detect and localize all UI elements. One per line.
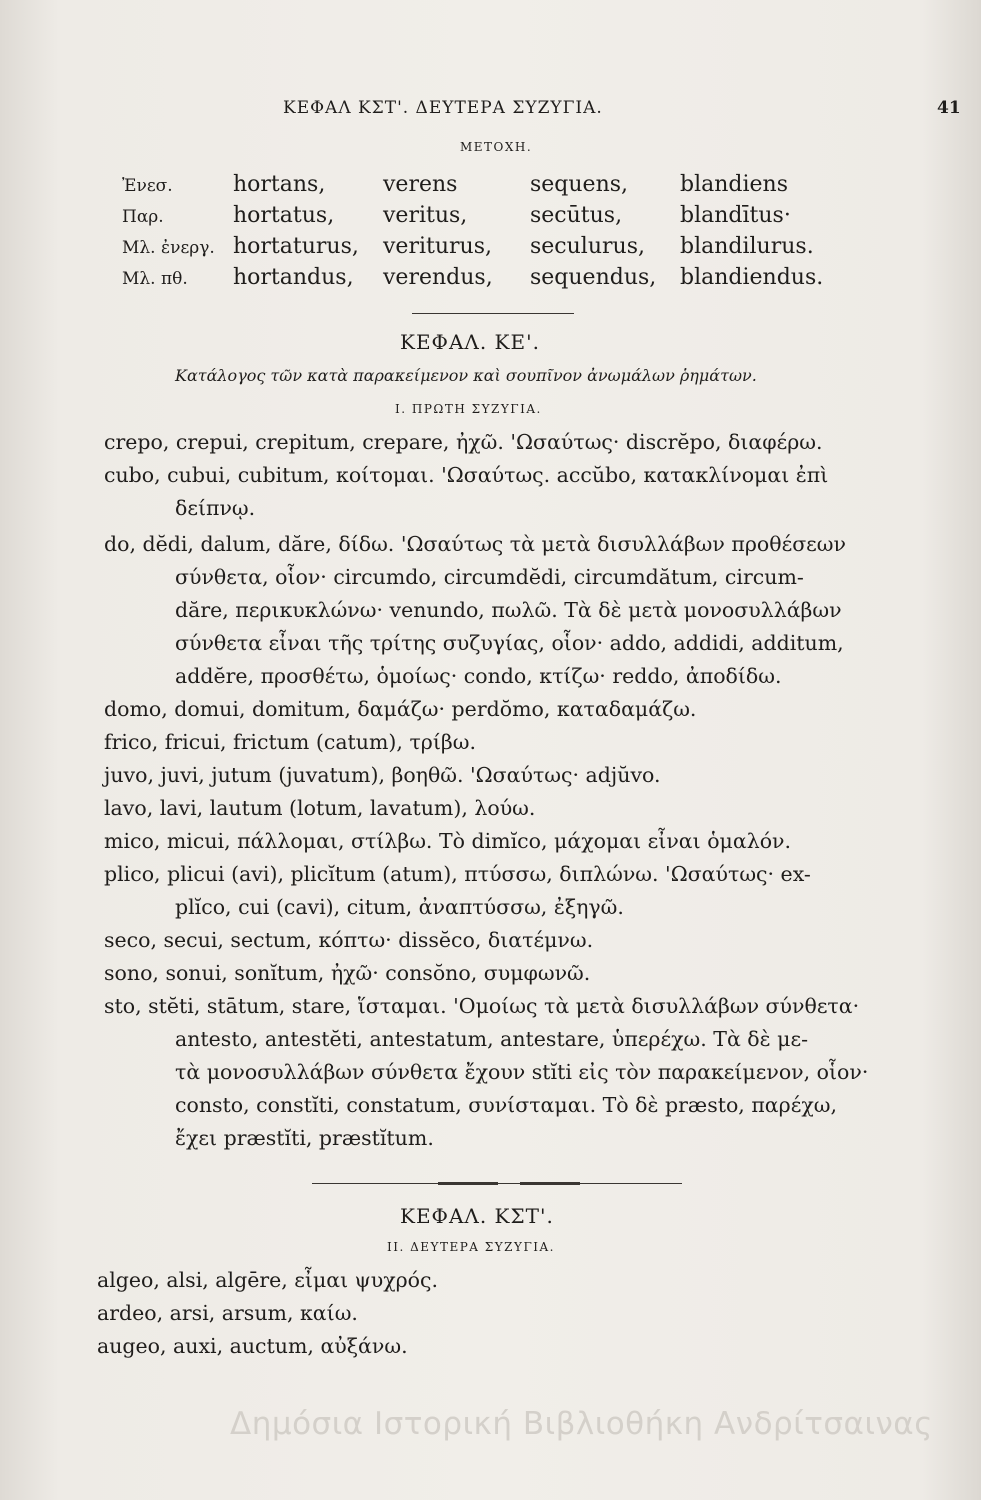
- table-cell: veriturus,: [383, 234, 492, 259]
- table-cell: seculurus,: [530, 234, 645, 259]
- text-line: juvo, juvi, jutum (juvatum), βοηθῶ. 'Ωσαύτως· adjŭvo.: [104, 763, 661, 787]
- row-label: Ἐνεσ.: [122, 176, 173, 196]
- table-cell: blandītus·: [680, 203, 791, 228]
- table-cell: sequens,: [530, 172, 629, 197]
- ornament-left: [438, 1182, 498, 1185]
- text-line: sono, sonui, sonĭtum, ἠχῶ· consŏno, συμφωνῶ.: [104, 961, 591, 985]
- text-line: addĕre, προσθέτω, ὁμοίως· condo, κτίζω· reddo, ἀποδίδω.: [175, 664, 782, 688]
- row-label: Παρ.: [122, 207, 164, 227]
- table-cell: hortandus,: [233, 265, 354, 290]
- text-line: mico, micui, πάλλομαι, στίλβω. Τὸ dimĭco, μάχομαι εἶναι ὁμαλόν.: [104, 829, 792, 853]
- text-line: frico, fricui, frictum (catum), τρίβω.: [104, 730, 476, 754]
- text-line: algeo, alsi, algēre, εἶμαι ψυχρός.: [97, 1268, 439, 1292]
- table-cell: verendus,: [383, 265, 493, 290]
- section-title-participle: ΜΕΤΟΧΗ.: [460, 140, 533, 154]
- row-label: Μλ. ἐνεργ.: [122, 238, 215, 258]
- text-line: augeo, auxi, auctum, αὐξάνω.: [97, 1334, 408, 1358]
- chapter-heading: ΚΕΦΑΛ. ΚΣΤ'.: [400, 1204, 554, 1228]
- table-cell: blandiens: [680, 172, 789, 197]
- table-cell: hortans,: [233, 172, 326, 197]
- table-cell: sequendus,: [530, 265, 657, 290]
- text-line: σύνθετα, οἷον· circumdo, circumdĕdi, circumdătum, circum-: [175, 565, 804, 589]
- table-cell: veritus,: [383, 203, 468, 228]
- running-head: ΚΕΦΑΛ ΚΣΤ'. ΔΕΥΤΕΡΑ ΣΥΖΥΓΙΑ.: [283, 98, 603, 118]
- chapter-heading: ΚΕΦΑΛ. ΚΕ'.: [400, 330, 540, 354]
- table-cell: blandilurus.: [680, 234, 814, 259]
- text-line: lavo, lavi, lautum (lotum, lavatum), λούω.: [104, 796, 536, 820]
- text-line: consto, constĭti, constatum, συνίσταμαι. Τὸ δὲ præsto, παρέχω,: [175, 1093, 837, 1117]
- text-line: antesto, antestĕti, antestatum, antestare, ὑπερέχω. Τὰ δὲ με-: [175, 1027, 809, 1051]
- row-label: Μλ. πθ.: [122, 269, 188, 289]
- library-watermark: Δημόσια Ιστορική Βιβλιοθήκη Ανδρίτσαινας: [230, 1406, 933, 1442]
- divider-rule: [412, 313, 574, 314]
- text-line: δείπνῳ.: [175, 496, 256, 520]
- page-number: 41: [937, 98, 961, 118]
- text-line: cubo, cubui, cubitum, κοίτομαι. 'Ωσαύτως. accŭbo, κατακλίνομαι ἐπὶ: [104, 463, 829, 487]
- text-line: sto, stĕti, stātum, stare, ἵσταμαι. 'Ομοίως τὰ μετὰ δισυλλάβων σύνθετα·: [104, 994, 860, 1018]
- table-cell: hortatus,: [233, 203, 335, 228]
- text-line: plĭco, cui (cavi), citum, ἀναπτύσσω, ἐξηγῶ.: [175, 895, 624, 919]
- text-line: plico, plicui (avi), plicĭtum (atum), πτύσσω, διπλώνω. 'Ωσαύτως· ex-: [104, 862, 811, 886]
- text-line: do, dĕdi, dalum, dăre, δίδω. 'Ωσαύτως τὰ μετὰ δισυλλάβων προθέσεων: [104, 532, 846, 556]
- text-line: domo, domui, domitum, δαμάζω· perdŏmo, καταδαμάζω.: [104, 697, 697, 721]
- table-cell: hortaturus,: [233, 234, 359, 259]
- text-line: seco, secui, sectum, κόπτω· dissĕco, διατέμνω.: [104, 928, 594, 952]
- text-line: σύνθετα εἶναι τῆς τρίτης συζυγίας, οἷον· addo, addidi, additum,: [175, 631, 844, 655]
- section-title: II. ΔΕΥΤΕΡΑ ΣΥΖΥΓΙΑ.: [387, 1240, 555, 1254]
- text-line: ἔχει præstĭti, præstĭtum.: [175, 1126, 434, 1150]
- ornament-right: [520, 1182, 580, 1185]
- table-cell: verens: [383, 172, 458, 197]
- text-line: ardeo, arsi, arsum, καίω.: [97, 1301, 358, 1325]
- chapter-subtitle: Κατάλογος τῶν κατὰ παρακείμενον καὶ σουπῖνον ἀνωμάλων ῥημάτων.: [175, 366, 757, 385]
- table-cell: blandiendus.: [680, 265, 824, 290]
- text-line: τὰ μονοσυλλάβων σύνθετα ἔχουν stĭti εἰς τὸν παρακείμενον, οἷον·: [175, 1060, 869, 1084]
- text-line: crepo, crepui, crepitum, crepare, ἠχῶ. 'Ωσαύτως· discrĕpo, διαφέρω.: [104, 430, 823, 454]
- table-cell: secūtus,: [530, 203, 623, 228]
- section-title: I. ΠΡΩΤΗ ΣΥΖΥΓΙΑ.: [395, 402, 542, 416]
- text-line: dăre, περικυκλώνω· venundo, πωλῶ. Τὰ δὲ μετὰ μονοσυλλάβων: [175, 598, 842, 622]
